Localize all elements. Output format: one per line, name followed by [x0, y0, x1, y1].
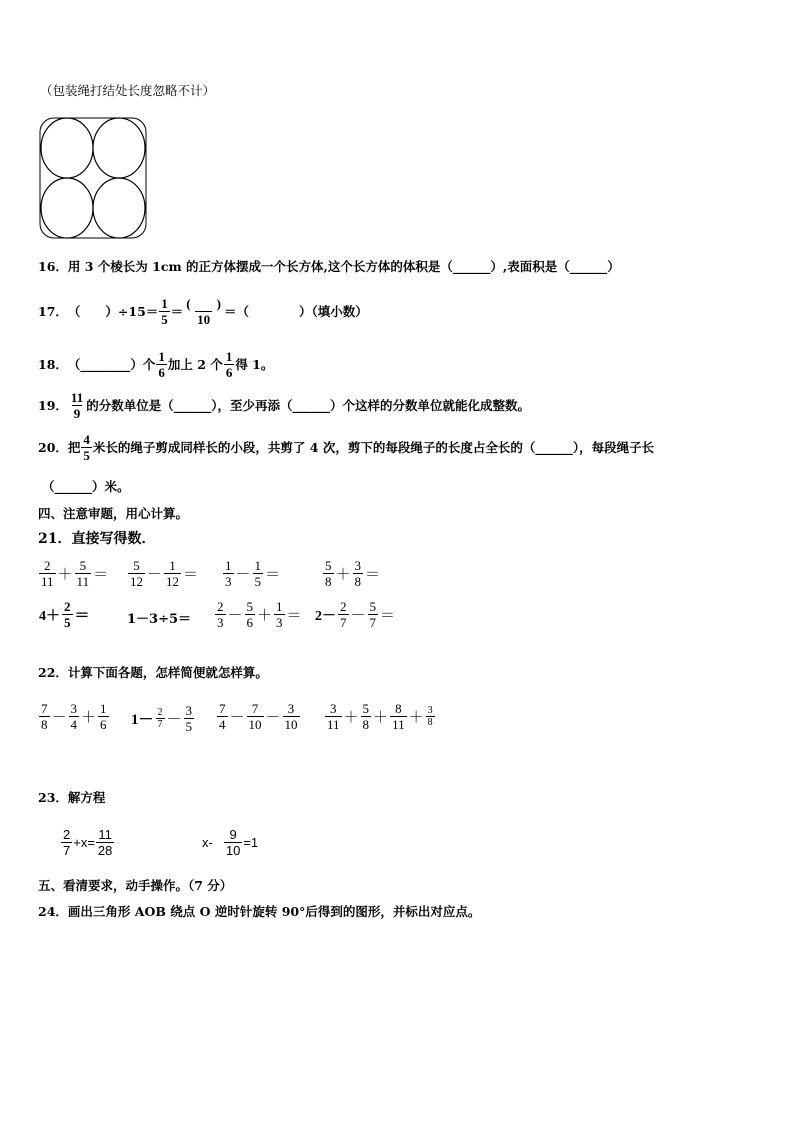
q18-fraction-2: $\frac{1}{6}$ — [225, 349, 233, 380]
circle-bottom-right — [93, 178, 145, 238]
q21-item-8: 2－ $\frac{2}{7}$ － $\frac{5}{7}$ ＝ — [315, 599, 396, 630]
q18-number: 18． — [38, 356, 68, 372]
q21-5-lead: 4＋ — [39, 608, 60, 624]
q20-line-2: （______）米。 — [42, 479, 130, 494]
q16-text: 用 3 个棱长为 1cm 的正方体摆成一个长方体,这个长方体的体积是（______）,表面积是（______） — [67, 259, 620, 274]
q21-2-frac-a: $\frac{5}{12}$ — [130, 558, 143, 589]
q21-4-frac-b: $\frac{3}{8}$ — [354, 558, 362, 589]
q23-equation-2: x- $\frac{9}{10}$ =1 — [202, 827, 259, 858]
q21-7-frac-c: $\frac{1}{3}$ — [276, 599, 283, 630]
q18-tail: 得 1。 — [235, 356, 274, 372]
q21-5-eq: ＝ — [74, 608, 90, 624]
q16-number: 16． — [38, 259, 68, 274]
q21-3-op: － — [235, 567, 251, 583]
question-24 — [38, 904, 480, 920]
q18-lead: （________）个 — [67, 356, 156, 372]
circle-top-right — [93, 118, 145, 178]
q21-3-frac-b: $\frac{1}{5}$ — [254, 558, 262, 589]
q21-7-frac-a: $\frac{2}{3}$ — [217, 599, 224, 630]
circle-bottom-left — [41, 178, 93, 238]
q21-item-5 — [38, 599, 91, 630]
q20-tail: 米长的绳子剪成同样长的小段，共剪了 4 次，剪下的每段绳子的长度占全长的（______），每段绳子长 — [92, 439, 655, 455]
q19-fraction: $\frac{11}{9}$ — [70, 390, 84, 421]
q20-number: 20． — [38, 439, 68, 455]
q21-1-eq: ＝ — [93, 567, 109, 583]
q23-title: 23．解方程 — [38, 790, 106, 805]
q17-fraction-2: $\frac{( )}{10}$ — [186, 296, 221, 327]
circle-top-left — [41, 118, 93, 178]
q21-item-7: $\frac{2}{3}$ － $\frac{5}{6}$ ＋ $\frac{1}{3}$ ＝ — [217, 599, 302, 630]
q21-item-2 — [127, 558, 199, 589]
q21-7-frac-b: $\frac{5}{6}$ — [246, 599, 254, 630]
q22-expr-2: 1－ $\frac{2}{7}$ － $\frac{3}{5}$ — [131, 703, 193, 734]
q24-text: 画出三角形 AOB 绕点 O 逆时针旋转 90°后得到的图形，并标出对应点。 — [67, 904, 481, 919]
q21-1-frac-b: $\frac{5}{11}$ — [76, 558, 90, 589]
question-17 — [38, 296, 368, 327]
q23-equation-1: $\frac{2}{7}$ +x= $\frac{11}{28}$ — [63, 827, 113, 858]
q18-mid: 加上 2 个 — [167, 356, 223, 372]
q21-2-frac-b: $\frac{1}{12}$ — [166, 558, 180, 589]
q21-title: 21．直接写得数． — [38, 531, 156, 547]
q18-fraction-1: $\frac{1}{6}$ — [158, 349, 165, 380]
q19-number: 19． — [38, 397, 68, 413]
q21-5-frac: $\frac{2}{5}$ — [64, 599, 71, 630]
q21-1-frac-a: $\frac{2}{11}$ — [41, 558, 54, 589]
q21-4-eq: ＝ — [365, 567, 381, 583]
q21-8-frac-a: $\frac{2}{7}$ — [340, 599, 347, 630]
q17-lead: （ ）÷15＝ — [67, 303, 159, 319]
q21-item-1 — [38, 558, 109, 589]
question-16 — [38, 259, 620, 275]
q21-2-eq: ＝ — [183, 567, 199, 583]
q21-4-frac-a: $\frac{5}{8}$ — [325, 558, 332, 589]
q21-item-6: 1－3÷5＝ — [127, 612, 192, 627]
q21-3-frac-a: $\frac{1}{3}$ — [225, 558, 232, 589]
q22-expr-4: $\frac{3}{11}$ ＋ $\frac{5}{8}$ ＋ $\frac{8}{11}$ ＋ $\frac{3}{8}$ — [327, 701, 433, 732]
q22-expr-3: $\frac{7}{4}$ － $\frac{7}{10}$ － $\frac{3}{10}$ — [219, 701, 298, 732]
q22-title: 22．计算下面各题，怎样简便就怎样算。 — [38, 665, 268, 680]
q24-number: 24． — [38, 904, 68, 919]
q17-number: 17． — [38, 303, 68, 319]
q21-8-frac-b: $\frac{5}{7}$ — [369, 599, 377, 630]
q21-2-op: － — [147, 567, 163, 583]
q21-item-3 — [222, 558, 281, 589]
q17-fraction-1: $\frac{1}{5}$ — [161, 296, 168, 327]
q21-item-4 — [322, 558, 381, 589]
q19-tail: 的分数单位是（______），至少再添（______）个这样的分数单位就能化成整数。 — [86, 397, 530, 413]
question-19 — [38, 390, 530, 421]
q21-1-op: ＋ — [57, 567, 73, 583]
question-18 — [38, 349, 273, 380]
q21-3-eq: ＝ — [265, 567, 281, 583]
q20-fraction: $\frac{4}{5}$ — [83, 432, 90, 463]
q17-tail: ＝（ ）（填小数） — [223, 303, 368, 319]
question-20 — [38, 432, 654, 463]
section-5-heading: 五、看清要求，动手操作。（7 分） — [38, 878, 233, 893]
q21-8-lead: 2－ — [315, 608, 336, 624]
q20-lead: 把 — [67, 439, 81, 455]
q17-equals: ＝ — [170, 303, 184, 319]
section-4-heading: 四、注意审题，用心计算。 — [38, 506, 189, 521]
q21-4-op: ＋ — [335, 567, 351, 583]
rope-note: （包装绳打结处长度忽略不计） — [40, 83, 216, 98]
four-circles-figure — [36, 112, 150, 244]
q22-expr-1: $\frac{7}{8}$ － $\frac{3}{4}$ ＋ $\frac{1}{6}$ — [41, 701, 107, 732]
